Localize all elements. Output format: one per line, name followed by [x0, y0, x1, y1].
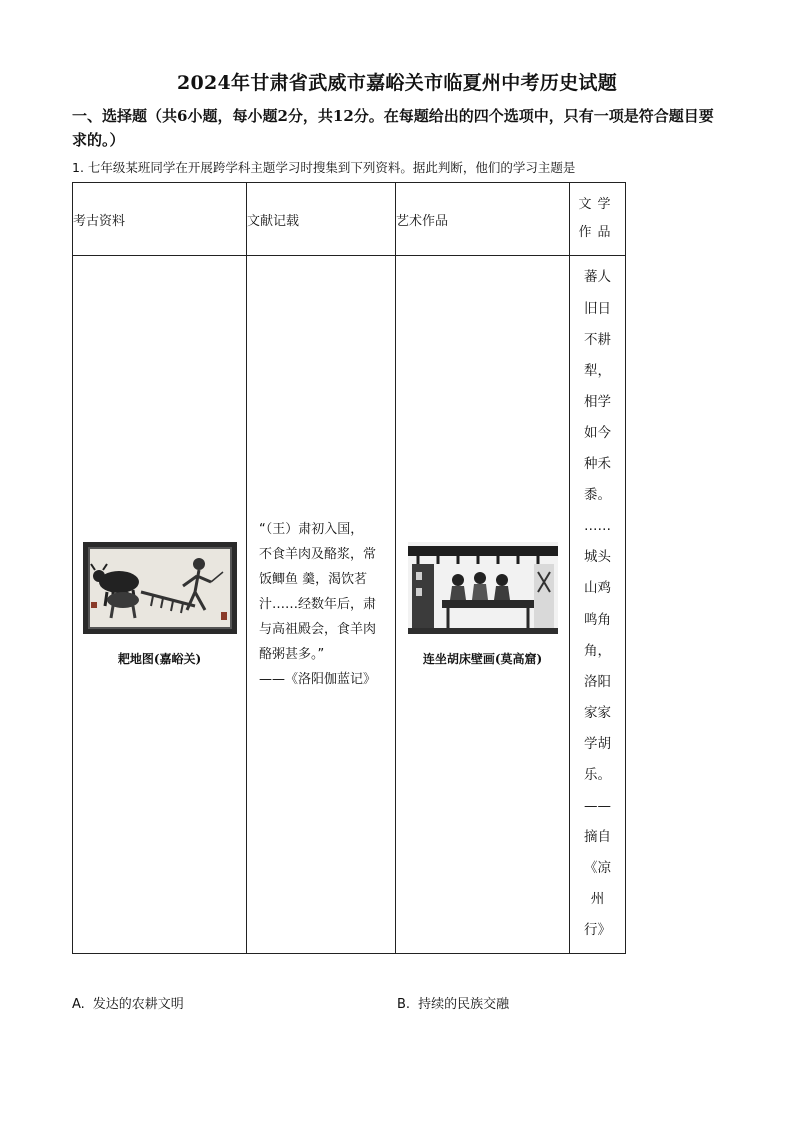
header-literary-work-text: 文学作品	[578, 197, 617, 240]
question-number: 1.	[72, 160, 84, 175]
record-line: 与高祖殿会，食羊肉	[259, 622, 377, 637]
poem-chunk: 城头	[584, 549, 611, 566]
poem-chunk: 洛阳	[584, 673, 611, 690]
cell-art	[396, 256, 570, 954]
header-archaeology: 考古资料	[73, 183, 247, 256]
materials-table	[72, 182, 626, 954]
header-art: 艺术作品	[396, 183, 570, 256]
option-b-text: 持续的民族交融	[418, 997, 510, 1012]
question-text: 七年级某班同学在开展跨学科主题学习时搜集到下列资料。据此判断，他们的学习主题是	[87, 160, 576, 175]
cell-literary-work	[570, 256, 626, 954]
poem-chunk: 摘自	[584, 829, 611, 846]
page-title: 2024年甘肃省武威市嘉峪关市临夏州中考历史试题	[176, 72, 618, 94]
mogao-mural-image	[408, 542, 558, 638]
option-a[interactable]	[72, 993, 184, 1012]
poem-chunk: 如今	[584, 424, 611, 441]
record-line: 汁……经数年后，肃	[259, 597, 377, 612]
poem-chunk: 种禾	[584, 456, 611, 473]
table-content-row	[73, 256, 626, 954]
record-line: 饭鲫鱼 羹，渴饮茗	[259, 572, 368, 587]
poem-chunk: ……	[584, 518, 611, 535]
poem-chunk: 不耕	[584, 331, 611, 348]
poem-chunk: 乐。	[584, 766, 611, 783]
poem-chunk: 家家	[584, 704, 611, 721]
plowing-mural-image	[83, 542, 237, 638]
literature-record-text	[247, 517, 395, 692]
art-caption: 连坐胡床壁画(莫高窟)	[422, 652, 543, 666]
header-literary-work	[570, 183, 626, 256]
option-b-letter: B.	[397, 997, 411, 1012]
option-a-text: 发达的农耕文明	[92, 997, 184, 1012]
record-line: 不食羊肉及酪浆，常	[259, 547, 377, 562]
section-heading: 一、选择题（共6小题，每小题2分，共12分。在每题给出的四个选项中，只有一项是符合题目要求的。）	[72, 107, 714, 149]
poem-chunk: 学胡	[584, 735, 611, 752]
poem-chunk: 黍。	[584, 487, 611, 504]
poem-chunk: 旧日	[584, 300, 611, 317]
record-line: “（王）肃初入国，	[259, 522, 364, 537]
cell-literature-record	[247, 256, 396, 954]
poem-chunk: 鸣角	[584, 611, 611, 628]
cell-archaeology	[73, 256, 247, 954]
record-line: 酪粥甚多。”	[259, 647, 325, 662]
poem-chunk: 山鸡	[584, 580, 611, 597]
header-literature-record: 文献记载	[247, 183, 396, 256]
question-stem	[72, 158, 732, 176]
poem-chunk: 犁，	[584, 362, 611, 379]
poem-chunk: 《凉	[584, 860, 611, 877]
poem-chunk: 相学	[584, 393, 611, 410]
poem-chunk: 角，	[584, 642, 611, 659]
option-a-letter: A.	[72, 997, 85, 1012]
option-b[interactable]	[397, 993, 509, 1012]
record-source: ——《洛阳伽蓝记》	[259, 672, 377, 687]
poem-chunk: 蕃人	[584, 269, 611, 286]
archaeology-caption: 耙地图(嘉峪关)	[117, 652, 202, 666]
table-header-row	[73, 183, 626, 256]
literary-work-text	[570, 262, 625, 946]
poem-chunk: 州	[590, 891, 605, 908]
poem-chunk: ——	[584, 798, 611, 815]
poem-chunk: 行》	[584, 922, 611, 939]
